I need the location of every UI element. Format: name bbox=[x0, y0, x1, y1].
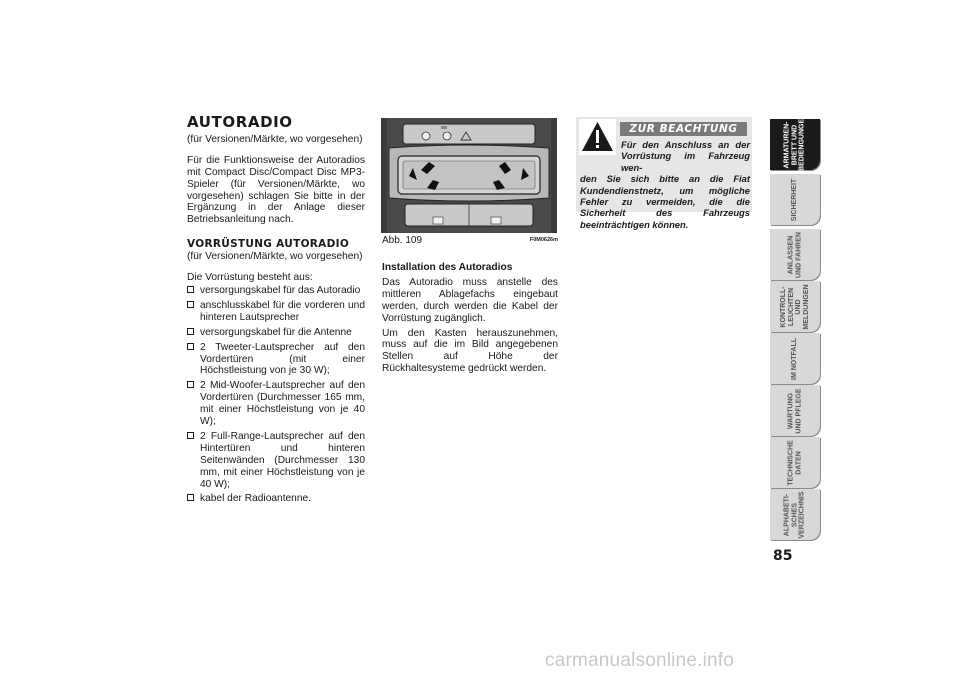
warning-text bbox=[580, 139, 750, 230]
watermark: carmanualsonline.info bbox=[545, 650, 735, 671]
figure-code: F0M0626m bbox=[529, 237, 558, 243]
equipment-list bbox=[187, 285, 365, 505]
checkbox-bullet-icon bbox=[187, 328, 194, 335]
section-subtitle: (für Versionen/Märkte, wo vorgesehen) bbox=[187, 251, 363, 263]
page-number: 85 bbox=[773, 548, 793, 564]
title-subtitle: (für Versionen/Märkte, wo vorgesehen) bbox=[187, 133, 363, 145]
list-item: 2 Mid-Woofer-Lautsprecher auf den Vordertüren (Durchmesser 165 mm, mit einer Höchstleistung von je 40 W); bbox=[187, 380, 365, 428]
list-item: 2 Full-Range-Lautsprecher auf den Hintertüren und hinteren Seitenwänden (Durchmesser 130 mm, mit einer Höchstleistung von je 40 W); bbox=[187, 431, 365, 491]
list-item: versorgungskabel für die Antenne bbox=[187, 327, 365, 339]
checkbox-bullet-icon bbox=[187, 432, 194, 439]
tab-anlassen[interactable]: ANLASSEN UND FAHREN bbox=[770, 229, 820, 280]
installation-heading: Installation des Autoradios bbox=[382, 262, 513, 273]
list-item: 2 Tweeter-Lautsprecher auf den Vordertüren (mit einer Höchstleistung von je 30 W); bbox=[187, 342, 365, 378]
checkbox-bullet-icon bbox=[187, 286, 194, 293]
checkbox-bullet-icon bbox=[187, 343, 194, 350]
warning-text-rest: den Sie sich bitte an die Fiat Kundendienstnetz, um mögliche Fehler zu vermeiden, die die Sicherheit des Fahrzeugs beeinträchtigen können. bbox=[580, 173, 750, 230]
list-item: versorgungskabel für das Autoradio bbox=[187, 285, 365, 297]
list-item: anschlusskabel für die vorderen und hinteren Lautsprecher bbox=[187, 300, 365, 324]
middle-column bbox=[382, 262, 558, 375]
checkbox-bullet-icon bbox=[187, 494, 194, 501]
list-item: kabel der Radioantenne. bbox=[187, 493, 365, 505]
tab-technische-daten[interactable]: TECHNISCHE DATEN bbox=[770, 437, 820, 488]
warning-label: ZUR BEACHTUNG bbox=[620, 122, 747, 136]
left-column bbox=[187, 113, 365, 508]
tab-wartung[interactable]: WARTUNG UND PFLEGE bbox=[770, 385, 820, 436]
tab-sicherheit[interactable]: SICHERHEIT bbox=[770, 174, 820, 225]
tab-kontrollleuchten[interactable]: KONTROLL- LEUCHTEN UND MELDUNGEN bbox=[770, 281, 820, 332]
tab-armaturenbrett[interactable]: ARMATUREN- BRETT UND BEDIENGUNGEN bbox=[770, 119, 820, 170]
tab-im-notfall[interactable]: IM NOTFALL bbox=[770, 333, 820, 384]
figure-caption bbox=[382, 235, 558, 246]
page-title: AUTORADIO bbox=[187, 113, 293, 131]
intro-paragraph: Für die Funktionsweise der Autoradios mit Compact Disc/Compact Disc MP3-Spieler (für Versionen/Märkte, wo vorgesehen) schlagen Sie bitte in der Ergänzung in der Anlage dieser Betriebsanleitung nach. bbox=[187, 154, 365, 226]
list-intro: Die Vorrüstung besteht aus: bbox=[187, 272, 313, 284]
checkbox-bullet-icon bbox=[187, 301, 194, 308]
dashboard-illustration bbox=[381, 118, 557, 233]
figure-label: Abb. 109 bbox=[382, 235, 423, 246]
tab-verzeichnis[interactable]: ALPHABETI- SCHES VERZEICHNIS bbox=[770, 489, 820, 540]
radio-compartment-figure bbox=[381, 118, 557, 233]
warning-text-indented: Für den Anschluss an der Vorrüstung im Fahrzeug wen- bbox=[621, 139, 750, 173]
installation-paragraph-2: Um den Kasten herauszunehmen, muss auf die im Bild angegebenen Stellen auf Höhe der Rückhaltesysteme gedrückt werden. bbox=[382, 327, 558, 375]
section-title: VORRÜSTUNG AUTORADIO bbox=[187, 238, 350, 251]
installation-paragraph-1: Das Autoradio muss anstelle des mittleren Ablagefachs eingebaut werden, durch werden die Kabel der Vorrüstung zugänglich. bbox=[382, 276, 558, 324]
checkbox-bullet-icon bbox=[187, 381, 194, 388]
